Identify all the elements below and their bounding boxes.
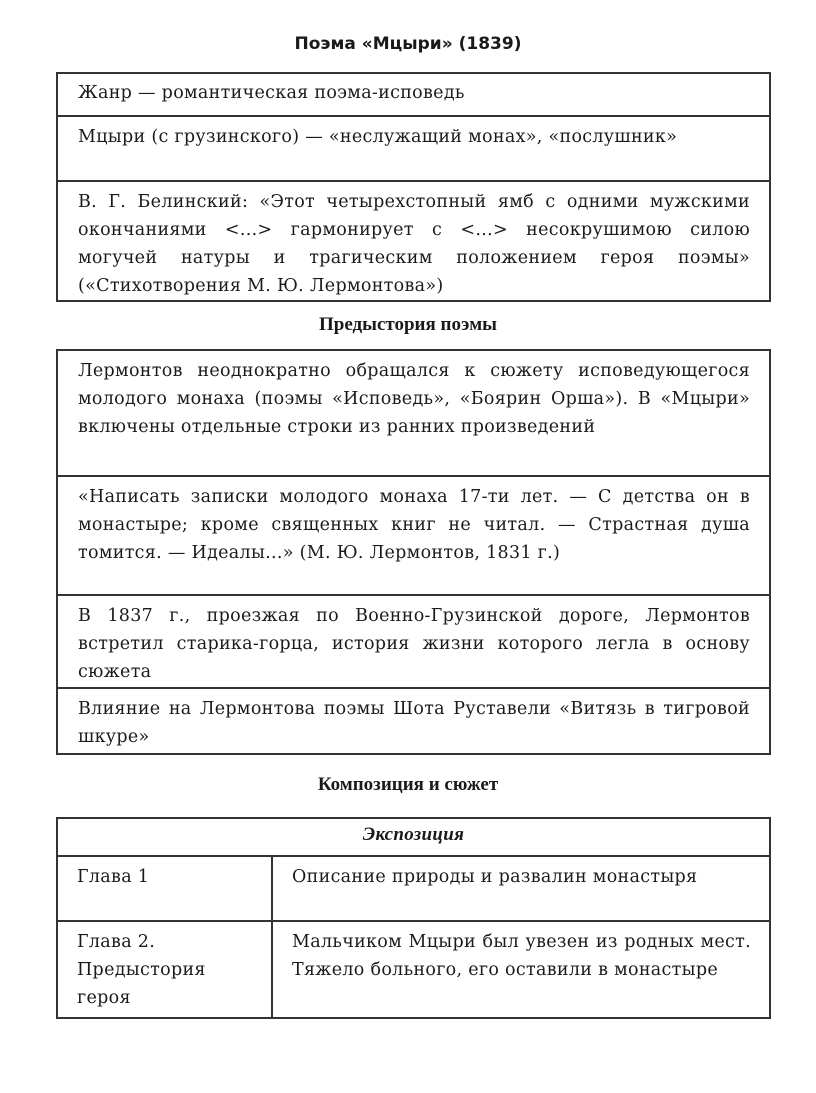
background-row-monk-plot: Лермонтов неоднократно обращался к сюжету исповедующегося молодого монаха (поэмы «Исповедь», «Боярин Орша»). В «Мцыри» включены отдельные строки из ранних произведений — [78, 361, 750, 437]
section-heading-composition: Композиция и сюжет — [317, 774, 499, 795]
chapter-cell: Глава 1 — [57, 856, 272, 921]
background-box — [56, 349, 771, 755]
table-row — [57, 818, 770, 856]
page-title: Поэма «Мцыри» (1839) — [294, 34, 522, 54]
composition-table — [56, 817, 771, 1019]
background-row-notes-quote: «Написать записки молодого монаха 17-ти лет. — С детства он в монастыре; кроме священных книг не читал. — Страстная душа томится. — Идеалы...» (М. Ю. Лермонтов, 1831 г.) — [58, 475, 769, 594]
exposition-heading: Экспозиция — [57, 818, 770, 856]
info-row-belinsky-quote: В. Г. Белинский: «Этот четырехстопный ямб с одними мужскими окончаниями <...> гармонирует с <...> несокрушимою силою могучей натуры и трагическим положением героя поэмы» («Стихотворения М. Ю. Лермонтова») — [58, 180, 769, 300]
info-row-meaning: Мцыри (с грузинского) — «неслужащий монах», «послушник» — [58, 115, 769, 180]
background-row-1837-journey: В 1837 г., проезжая по Военно-Грузинской дороге, Лермонтов встретил старика-горца, история жизни которого легла в основу сюжета — [58, 594, 769, 687]
chapter-description-cell: Описание природы и развалин монастыря — [272, 856, 770, 921]
table-row — [57, 856, 770, 921]
info-row-genre: Жанр — романтическая поэма-исповедь — [78, 83, 465, 103]
section-heading-background: Предыстория поэмы — [318, 314, 498, 335]
background-row-rustaveli: Влияние на Лермонтова поэмы Шота Руставели «Витязь в тигровой шкуре» — [58, 687, 769, 753]
chapter-cell: Глава 2. Предыстория героя — [57, 921, 272, 1018]
chapter-description-cell: Мальчиком Мцыри был увезен из родных мест. Тяжело больного, его оставили в монастыре — [272, 921, 770, 1018]
table-row — [57, 921, 770, 1018]
genre-info-box — [56, 72, 771, 302]
